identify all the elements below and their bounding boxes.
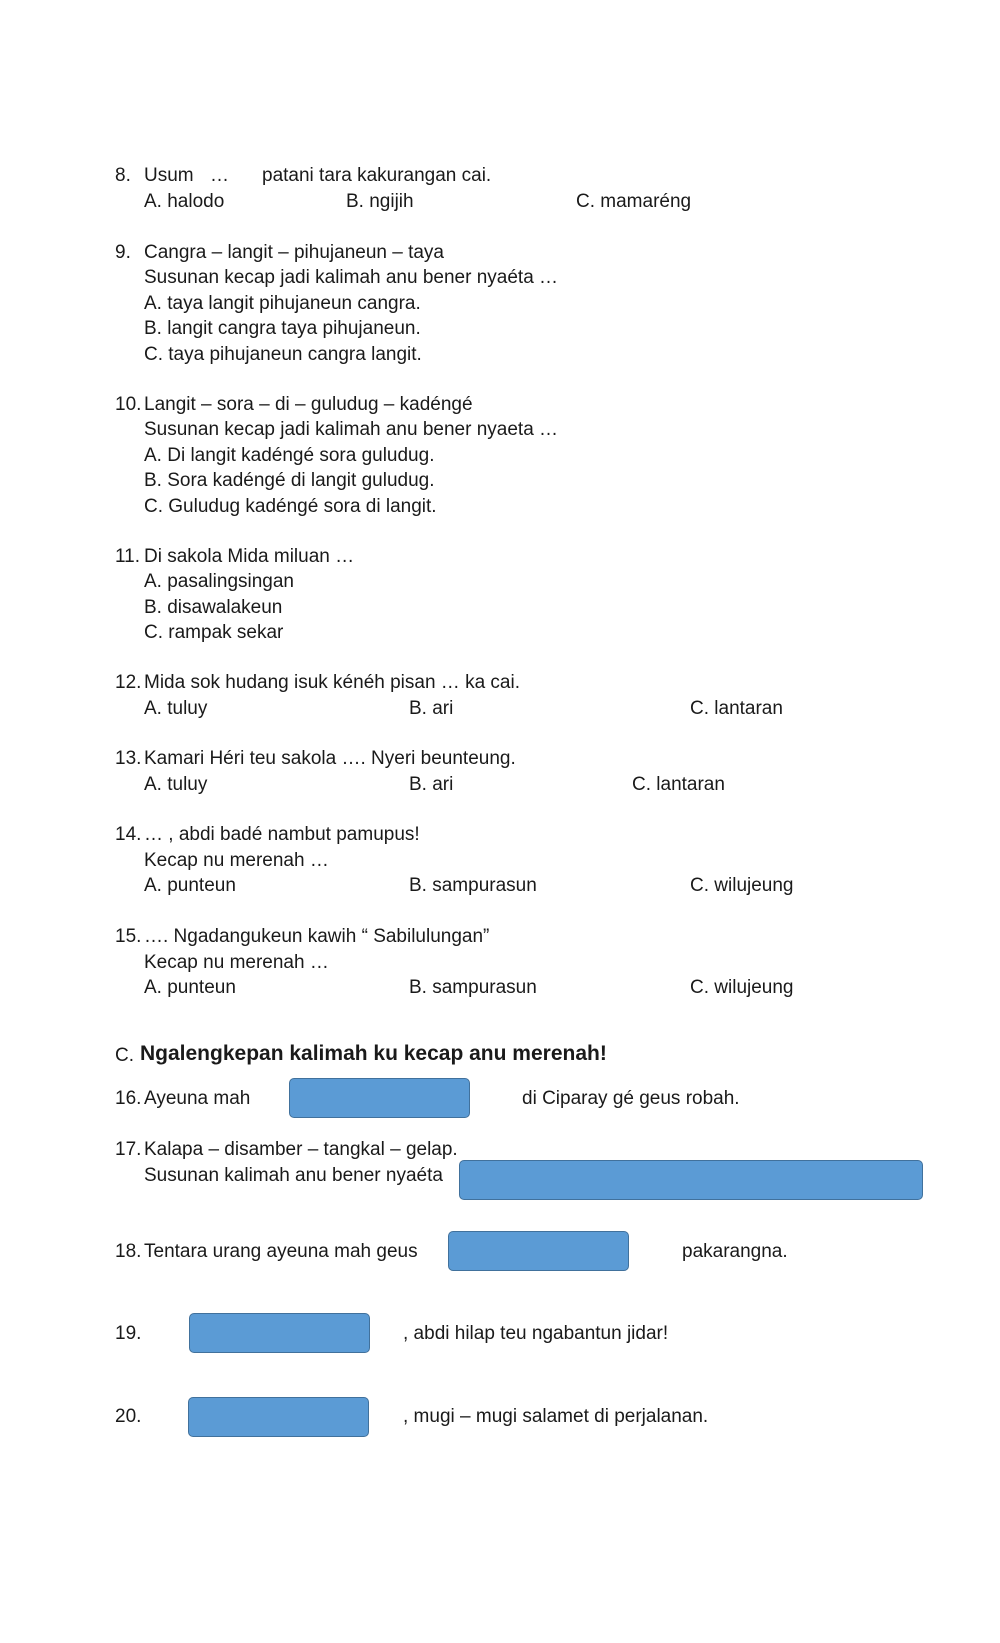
question-number: 19. (115, 1323, 142, 1344)
question-text: Langit – sora – di – guludug – kadéngé (144, 394, 473, 415)
option-a[interactable]: A. tuluy (144, 698, 208, 719)
option-b[interactable]: B. ari (409, 698, 454, 719)
option-b[interactable]: B. langit cangra taya pihujaneun. (144, 318, 421, 339)
answer-blank-17[interactable] (459, 1160, 923, 1200)
question-number: 14. (115, 824, 142, 845)
question-number: 12. (115, 672, 142, 693)
question-number: 16. (115, 1088, 142, 1109)
question-text: patani tara kakurangan cai. (262, 165, 492, 186)
question-text-before: Tentara urang ayeuna mah geus (144, 1241, 418, 1262)
answer-blank-18[interactable] (448, 1231, 629, 1271)
question-text: Cangra – langit – pihujaneun – taya (144, 242, 445, 263)
question-number: 8. (115, 165, 131, 186)
question-number: 11. (115, 546, 141, 567)
option-a[interactable]: A. pasalingsingan (144, 571, 294, 592)
option-c[interactable]: C. taya pihujaneun cangra langit. (144, 344, 422, 365)
option-c[interactable]: C. mamaréng (576, 191, 692, 212)
option-c[interactable]: C. wilujeung (690, 977, 794, 998)
answer-blank-16[interactable] (289, 1078, 470, 1118)
question-number: 20. (115, 1406, 142, 1427)
answer-blank-20[interactable] (188, 1397, 369, 1437)
question-text: …. Ngadangukeun kawih “ Sabilulungan” (144, 926, 490, 947)
option-a[interactable]: A. taya langit pihujaneun cangra. (144, 293, 421, 314)
option-a[interactable]: A. Di langit kadéngé sora guludug. (144, 445, 435, 466)
question-number: 9. (115, 242, 131, 263)
option-b[interactable]: B. ari (409, 774, 454, 795)
section-title: Ngalengkepan kalimah ku kecap anu merenah! (140, 1042, 607, 1065)
option-a[interactable]: A. punteun (144, 977, 236, 998)
option-b[interactable]: B. Sora kadéngé di langit guludug. (144, 470, 435, 491)
question-text: Di sakola Mida miluan … (144, 546, 355, 567)
option-c[interactable]: C. lantaran (632, 774, 725, 795)
question-instruction: Kecap nu merenah … (144, 952, 329, 973)
question-number: 18. (115, 1241, 142, 1262)
option-b[interactable]: B. ngijih (346, 191, 414, 212)
question-instruction: Susunan kecap jadi kalimah anu bener nyaéta … (144, 267, 559, 288)
answer-blank-19[interactable] (189, 1313, 370, 1353)
option-a[interactable]: A. tuluy (144, 774, 208, 795)
question-number: 17. (115, 1139, 142, 1160)
question-text: Kalapa – disamber – tangkal – gelap. (144, 1139, 458, 1160)
option-a[interactable]: A. punteun (144, 875, 236, 896)
option-c[interactable]: C. wilujeung (690, 875, 794, 896)
question-text: … , abdi badé nambut pamupus! (144, 824, 420, 845)
question-text-after: pakarangna. (682, 1241, 788, 1262)
question-text: Kamari Héri teu sakola …. Nyeri beunteung. (144, 748, 516, 769)
option-b[interactable]: B. sampurasun (409, 875, 537, 896)
option-c[interactable]: C. Guludug kadéngé sora di langit. (144, 496, 437, 517)
option-b[interactable]: B. sampurasun (409, 977, 537, 998)
question-number: 15. (115, 926, 142, 947)
option-a[interactable]: A. halodo (144, 191, 225, 212)
question-text: Mida sok hudang isuk kénéh pisan … ka cai. (144, 672, 520, 693)
option-b[interactable]: B. disawalakeun (144, 597, 283, 618)
section-letter: C. (115, 1045, 134, 1066)
question-text-before: Ayeuna mah (144, 1088, 251, 1109)
question-text-after: , abdi hilap teu ngabantun jidar! (403, 1323, 669, 1344)
question-text-after: , mugi – mugi salamet di perjalanan. (403, 1406, 709, 1427)
question-instruction: Susunan kecap jadi kalimah anu bener nyaeta … (144, 419, 559, 440)
option-c[interactable]: C. lantaran (690, 698, 783, 719)
question-number: 10. (115, 394, 142, 415)
question-text-after: di Ciparay gé geus robah. (522, 1088, 740, 1109)
question-text-before: Susunan kalimah anu bener nyaéta (144, 1165, 443, 1186)
question-number: 13. (115, 748, 142, 769)
option-c[interactable]: C. rampak sekar (144, 622, 284, 643)
question-instruction: Kecap nu merenah … (144, 850, 329, 871)
question-text: Usum (144, 165, 194, 186)
question-ellipsis: … (210, 165, 229, 186)
